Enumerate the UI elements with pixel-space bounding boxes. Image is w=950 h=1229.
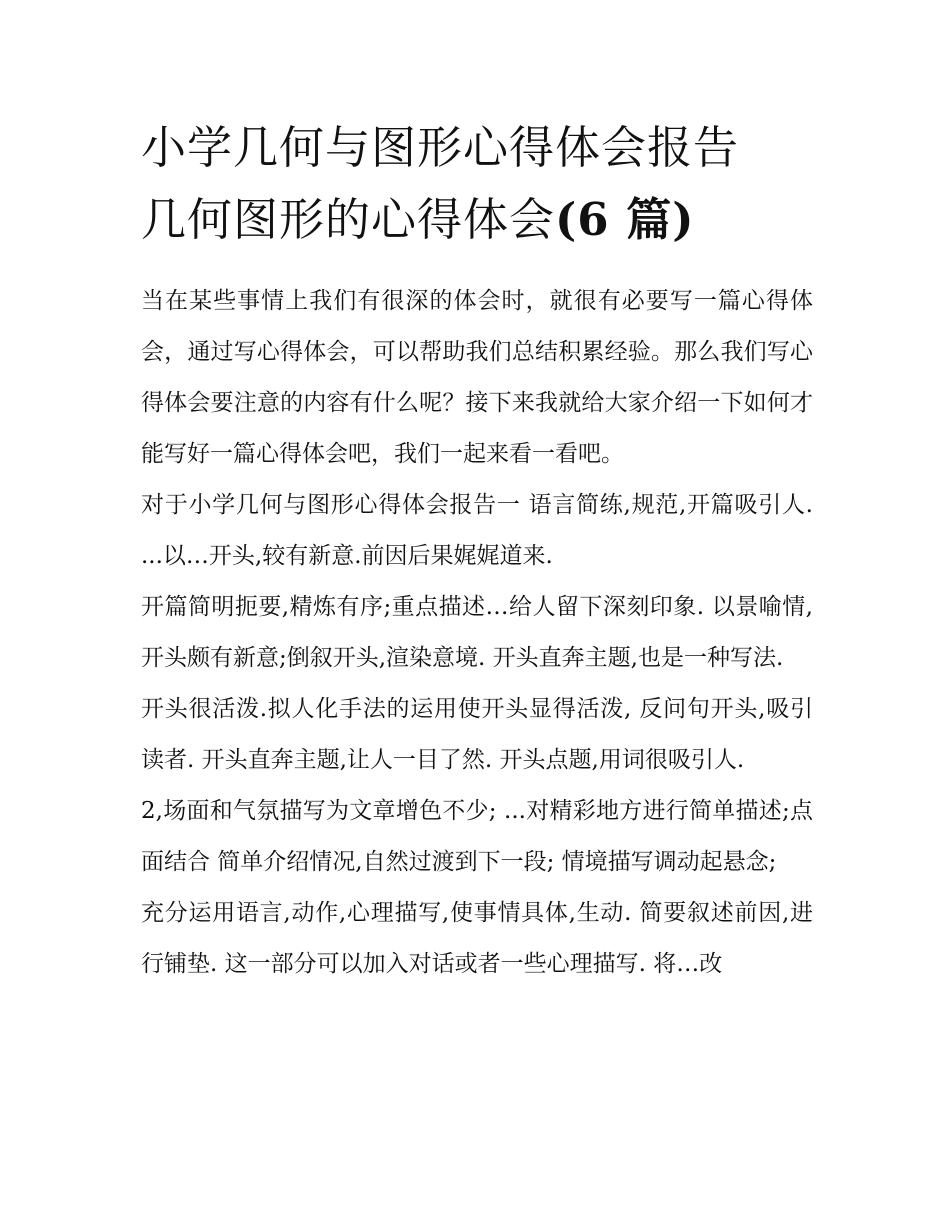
paragraph-3: 开头很活泼.拟人化手法的运用使开头显得活泼, 反问句开头,吸引读者. 开头直奔主题,让人一目了然. 开头点题,用词很吸引人. (141, 696, 813, 773)
title-line-1: 小学几何与图形心得体会报告 (141, 121, 740, 174)
paragraph-intro: 当在某些事情上我们有很深的体会时，就很有必要写一篇心得体会，通过写心得体会，可以帮助我们总结积累经验。那么我们写心得体会要注意的内容有什么呢？接下来我就给大家介绍一下如何才能写好一篇心得体会吧，我们一起来看一看吧。 (141, 288, 813, 467)
paragraph-4: 2,场面和气氛描写为文章增色不少; ...对精彩地方进行简单描述;点面结合 简单介绍情况,自然过渡到下一段; 情境描写调动起悬念; (141, 798, 813, 875)
paragraph-2: 开篇简明扼要,精炼有序;重点描述…给人留下深刻印象. 以景喻情,开头颇有新意;倒叙开头,渲染意境. 开头直奔主题,也是一种写法. (141, 594, 813, 671)
paragraph-5: 充分运用语言,动作,心理描写,使事情具体,生动. 简要叙述前因,进行铺垫. 这一部分可以加入对话或者一些心理描写. 将…改 (141, 900, 813, 977)
document-title (141, 112, 813, 256)
paragraph-1: 对于小学几何与图形心得体会报告一 语言简练,规范,开篇吸引人. ...以…开头,较有新意.前因后果娓娓道来. (141, 492, 813, 569)
title-count: (6 篇) (555, 193, 695, 246)
title-line-2: 几何图形的心得体会 (141, 193, 556, 246)
document-content (141, 112, 813, 990)
document-body (141, 276, 813, 990)
